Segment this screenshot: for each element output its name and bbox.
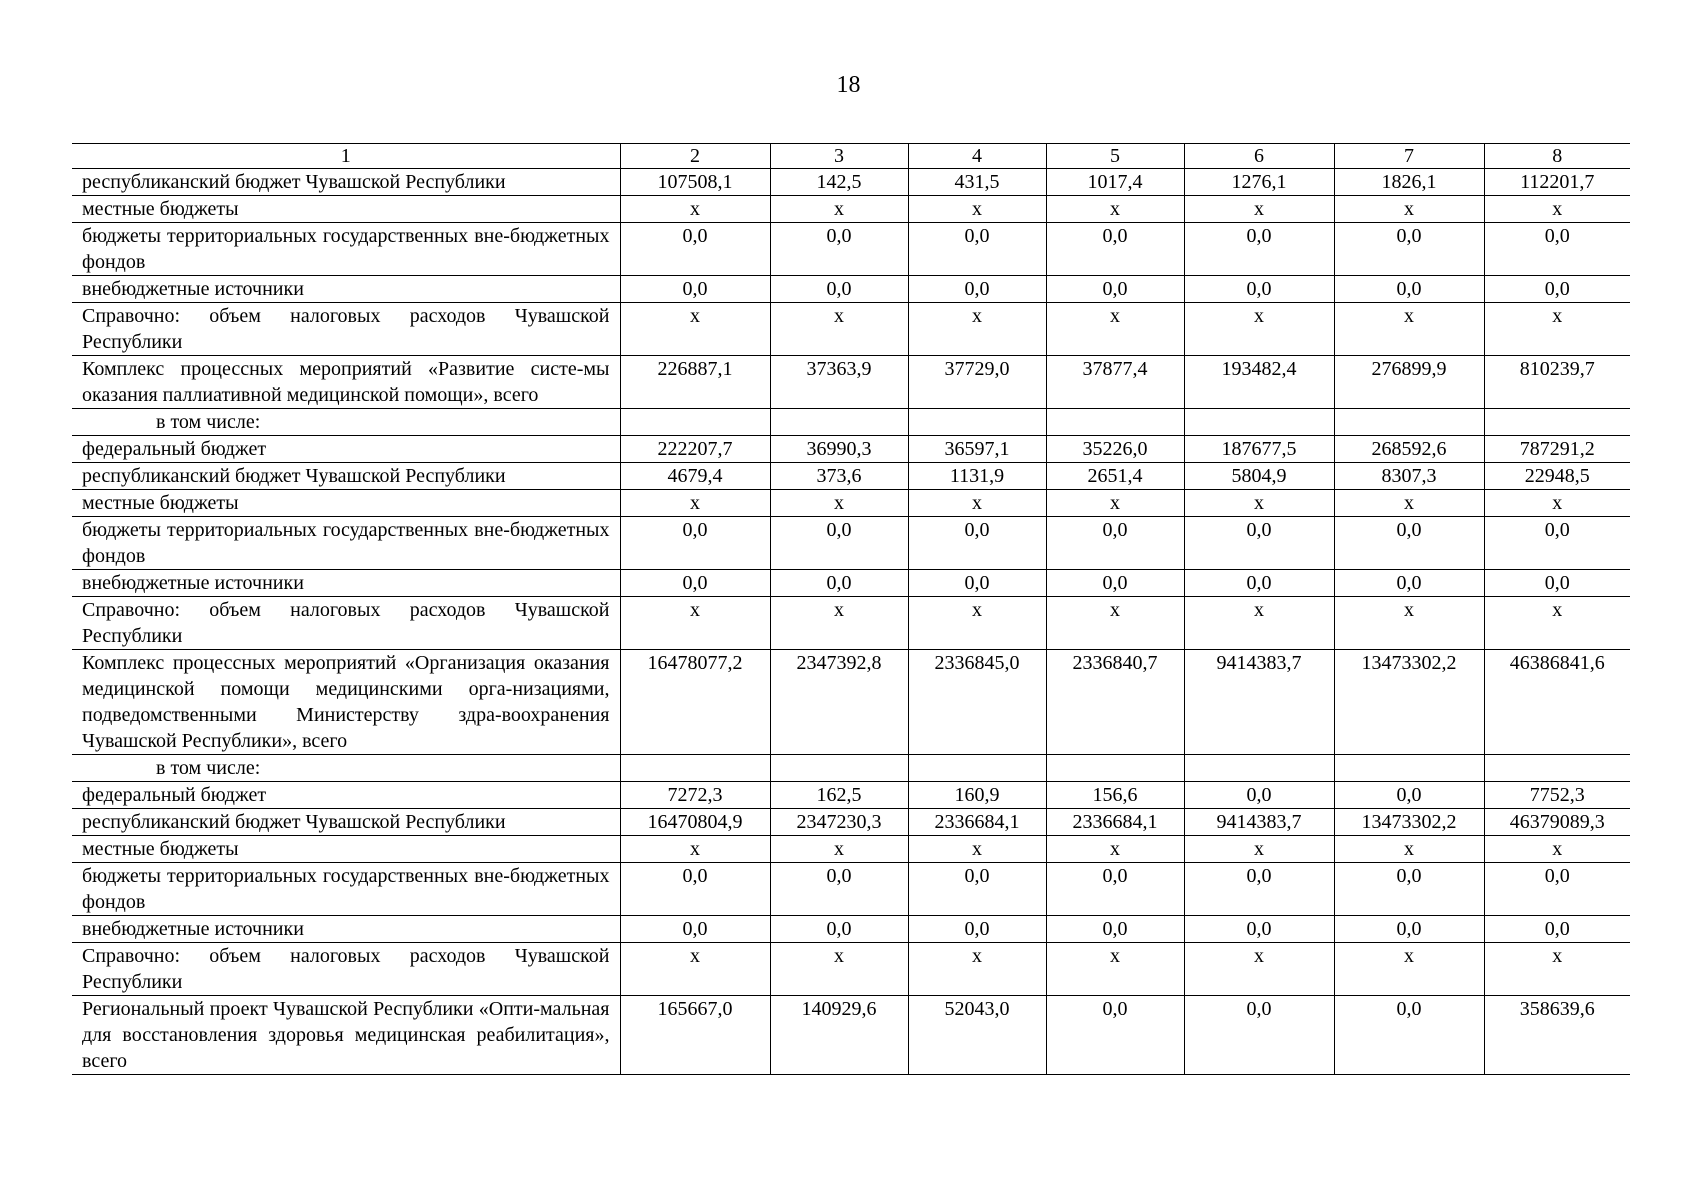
value-cell: 0,0 <box>1184 223 1334 276</box>
value-cell: x <box>620 196 770 223</box>
value-cell: 0,0 <box>1334 863 1484 916</box>
value-cell: 0,0 <box>1046 916 1184 943</box>
value-cell: x <box>908 943 1046 996</box>
row-label: местные бюджеты <box>72 490 620 517</box>
value-cell: 2347392,8 <box>770 650 908 755</box>
row-label: Региональный проект Чувашской Республики «Опти-мальная для восстановления здоровья медицинская реабилитация», всего <box>72 996 620 1075</box>
row-label: внебюджетные источники <box>72 916 620 943</box>
row-label: федеральный бюджет <box>72 782 620 809</box>
value-cell: x <box>620 836 770 863</box>
value-cell <box>1184 755 1334 782</box>
value-cell: 37729,0 <box>908 356 1046 409</box>
table-row <box>72 463 1630 490</box>
value-cell: 0,0 <box>1484 276 1630 303</box>
value-cell <box>620 409 770 436</box>
table-row <box>72 436 1630 463</box>
value-cell: x <box>1334 196 1484 223</box>
column-header: 4 <box>908 144 1046 169</box>
value-cell: 0,0 <box>620 570 770 597</box>
value-cell: 46379089,3 <box>1484 809 1630 836</box>
table-row <box>72 836 1630 863</box>
value-cell: x <box>1334 490 1484 517</box>
table-row <box>72 517 1630 570</box>
value-cell: 8307,3 <box>1334 463 1484 490</box>
row-label: Справочно: объем налоговых расходов Чувашской Республики <box>72 943 620 996</box>
value-cell: 37877,4 <box>1046 356 1184 409</box>
value-cell: 268592,6 <box>1334 436 1484 463</box>
value-cell: 0,0 <box>908 223 1046 276</box>
value-cell <box>908 755 1046 782</box>
value-cell: 112201,7 <box>1484 169 1630 196</box>
value-cell: x <box>1184 196 1334 223</box>
value-cell: 1017,4 <box>1046 169 1184 196</box>
value-cell: 1131,9 <box>908 463 1046 490</box>
value-cell: 9414383,7 <box>1184 809 1334 836</box>
value-cell: 0,0 <box>1046 570 1184 597</box>
value-cell: x <box>1184 597 1334 650</box>
value-cell: 0,0 <box>1484 916 1630 943</box>
value-cell: 0,0 <box>1046 996 1184 1075</box>
value-cell: 1276,1 <box>1184 169 1334 196</box>
row-label: республиканский бюджет Чувашской Республики <box>72 463 620 490</box>
value-cell: x <box>1334 836 1484 863</box>
value-cell: 2336684,1 <box>908 809 1046 836</box>
value-cell: 0,0 <box>620 223 770 276</box>
value-cell: x <box>620 597 770 650</box>
value-cell: 0,0 <box>1184 996 1334 1075</box>
value-cell <box>908 409 1046 436</box>
row-label: республиканский бюджет Чувашской Республики <box>72 169 620 196</box>
value-cell: 0,0 <box>1334 570 1484 597</box>
value-cell: 0,0 <box>1046 276 1184 303</box>
value-cell: 140929,6 <box>770 996 908 1075</box>
value-cell: 107508,1 <box>620 169 770 196</box>
table-row <box>72 409 1630 436</box>
value-cell <box>1484 755 1630 782</box>
value-cell: 46386841,6 <box>1484 650 1630 755</box>
value-cell: x <box>1184 303 1334 356</box>
row-label: местные бюджеты <box>72 196 620 223</box>
value-cell: 2347230,3 <box>770 809 908 836</box>
value-cell: 0,0 <box>620 863 770 916</box>
value-cell: x <box>908 597 1046 650</box>
budget-table <box>72 143 1630 1075</box>
value-cell: x <box>770 943 908 996</box>
value-cell: 0,0 <box>908 916 1046 943</box>
value-cell: 787291,2 <box>1484 436 1630 463</box>
table-row <box>72 169 1630 196</box>
value-cell: 0,0 <box>1484 570 1630 597</box>
table-row <box>72 996 1630 1075</box>
value-cell <box>1046 755 1184 782</box>
column-header: 5 <box>1046 144 1184 169</box>
value-cell: 358639,6 <box>1484 996 1630 1075</box>
value-cell: x <box>1484 196 1630 223</box>
value-cell: x <box>1184 943 1334 996</box>
value-cell: 431,5 <box>908 169 1046 196</box>
value-cell <box>1334 755 1484 782</box>
value-cell: 160,9 <box>908 782 1046 809</box>
value-cell: 187677,5 <box>1184 436 1334 463</box>
value-cell: 0,0 <box>1334 782 1484 809</box>
value-cell: 16478077,2 <box>620 650 770 755</box>
value-cell: 276899,9 <box>1334 356 1484 409</box>
row-label: Комплекс процессных мероприятий «Организация оказания медицинской помощи медицинскими орга-низациями, подведомственными Министерству здра-воохранения Чувашской Республики», всего <box>72 650 620 755</box>
value-cell: 36990,3 <box>770 436 908 463</box>
value-cell: 0,0 <box>770 916 908 943</box>
row-label: местные бюджеты <box>72 836 620 863</box>
value-cell: x <box>1184 490 1334 517</box>
value-cell: 35226,0 <box>1046 436 1184 463</box>
value-cell <box>1484 409 1630 436</box>
value-cell: 162,5 <box>770 782 908 809</box>
value-cell: 0,0 <box>1184 517 1334 570</box>
value-cell <box>1334 409 1484 436</box>
value-cell: 193482,4 <box>1184 356 1334 409</box>
value-cell: 0,0 <box>908 570 1046 597</box>
table-header-row <box>72 144 1630 169</box>
page-number: 18 <box>836 72 861 98</box>
value-cell: 22948,5 <box>1484 463 1630 490</box>
value-cell: 2336840,7 <box>1046 650 1184 755</box>
value-cell <box>620 755 770 782</box>
value-cell: x <box>908 490 1046 517</box>
row-label: бюджеты территориальных государственных вне-бюджетных фондов <box>72 223 620 276</box>
value-cell: 13473302,2 <box>1334 809 1484 836</box>
value-cell: x <box>620 943 770 996</box>
value-cell: 2336684,1 <box>1046 809 1184 836</box>
value-cell: x <box>1334 943 1484 996</box>
value-cell: 810239,7 <box>1484 356 1630 409</box>
table-row <box>72 223 1630 276</box>
row-label: в том числе: <box>72 409 620 436</box>
value-cell: 0,0 <box>770 276 908 303</box>
value-cell <box>1184 409 1334 436</box>
value-cell: x <box>1484 303 1630 356</box>
table-row <box>72 650 1630 755</box>
value-cell: 0,0 <box>1046 517 1184 570</box>
value-cell: 0,0 <box>908 517 1046 570</box>
value-cell: x <box>770 597 908 650</box>
value-cell: 0,0 <box>770 223 908 276</box>
value-cell: 0,0 <box>1184 570 1334 597</box>
value-cell: 0,0 <box>620 276 770 303</box>
row-label: федеральный бюджет <box>72 436 620 463</box>
value-cell: 52043,0 <box>908 996 1046 1075</box>
value-cell: x <box>1046 597 1184 650</box>
value-cell: 36597,1 <box>908 436 1046 463</box>
value-cell: x <box>620 490 770 517</box>
value-cell: 0,0 <box>1184 782 1334 809</box>
table-row <box>72 916 1630 943</box>
value-cell: 222207,7 <box>620 436 770 463</box>
value-cell: x <box>620 303 770 356</box>
table-body <box>72 169 1630 1075</box>
table-row <box>72 356 1630 409</box>
row-label: Комплекс процессных мероприятий «Развитие систе-мы оказания паллиативной медицинской помощи», всего <box>72 356 620 409</box>
value-cell: x <box>770 196 908 223</box>
table-row <box>72 276 1630 303</box>
value-cell: 0,0 <box>1184 276 1334 303</box>
value-cell: 0,0 <box>1484 223 1630 276</box>
value-cell: 1826,1 <box>1334 169 1484 196</box>
value-cell: x <box>908 303 1046 356</box>
table-row <box>72 943 1630 996</box>
value-cell: x <box>1046 303 1184 356</box>
value-cell: 7752,3 <box>1484 782 1630 809</box>
value-cell: x <box>1484 597 1630 650</box>
row-label: внебюджетные источники <box>72 276 620 303</box>
value-cell: x <box>908 196 1046 223</box>
table-row <box>72 570 1630 597</box>
column-header: 7 <box>1334 144 1484 169</box>
value-cell: 0,0 <box>908 276 1046 303</box>
value-cell: x <box>770 490 908 517</box>
row-label: Справочно: объем налоговых расходов Чувашской Республики <box>72 597 620 650</box>
value-cell: 0,0 <box>620 517 770 570</box>
value-cell: 0,0 <box>1484 863 1630 916</box>
value-cell: x <box>1484 490 1630 517</box>
value-cell: x <box>1046 836 1184 863</box>
value-cell: 13473302,2 <box>1334 650 1484 755</box>
value-cell <box>770 409 908 436</box>
row-label: бюджеты территориальных государственных вне-бюджетных фондов <box>72 863 620 916</box>
value-cell: x <box>1046 490 1184 517</box>
value-cell: x <box>908 836 1046 863</box>
value-cell: 16470804,9 <box>620 809 770 836</box>
value-cell: 373,6 <box>770 463 908 490</box>
column-header: 8 <box>1484 144 1630 169</box>
table-row <box>72 597 1630 650</box>
value-cell: x <box>770 303 908 356</box>
table-row <box>72 782 1630 809</box>
value-cell: 2336845,0 <box>908 650 1046 755</box>
row-label: бюджеты территориальных государственных вне-бюджетных фондов <box>72 517 620 570</box>
value-cell: 0,0 <box>908 863 1046 916</box>
table-row <box>72 490 1630 517</box>
value-cell: x <box>1334 303 1484 356</box>
value-cell <box>770 755 908 782</box>
value-cell: 4679,4 <box>620 463 770 490</box>
table-row <box>72 196 1630 223</box>
row-label: в том числе: <box>72 755 620 782</box>
value-cell <box>1046 409 1184 436</box>
row-label: республиканский бюджет Чувашской Республики <box>72 809 620 836</box>
value-cell: 2651,4 <box>1046 463 1184 490</box>
value-cell: 0,0 <box>620 916 770 943</box>
table-row <box>72 755 1630 782</box>
value-cell: x <box>1484 836 1630 863</box>
value-cell: x <box>1484 943 1630 996</box>
value-cell: 0,0 <box>1334 996 1484 1075</box>
value-cell: 0,0 <box>1334 916 1484 943</box>
value-cell: 0,0 <box>1334 223 1484 276</box>
column-header: 3 <box>770 144 908 169</box>
value-cell: 0,0 <box>1334 276 1484 303</box>
value-cell: 37363,9 <box>770 356 908 409</box>
value-cell: 7272,3 <box>620 782 770 809</box>
row-label: внебюджетные источники <box>72 570 620 597</box>
value-cell: 0,0 <box>770 517 908 570</box>
value-cell: 165667,0 <box>620 996 770 1075</box>
value-cell: 0,0 <box>1334 517 1484 570</box>
value-cell: 0,0 <box>1046 863 1184 916</box>
value-cell: 0,0 <box>770 863 908 916</box>
column-header: 6 <box>1184 144 1334 169</box>
value-cell: x <box>1184 836 1334 863</box>
table-row <box>72 809 1630 836</box>
column-header: 2 <box>620 144 770 169</box>
value-cell: 0,0 <box>1046 223 1184 276</box>
value-cell: x <box>770 836 908 863</box>
column-header: 1 <box>72 144 620 169</box>
value-cell: 0,0 <box>1184 863 1334 916</box>
value-cell: 5804,9 <box>1184 463 1334 490</box>
row-label: Справочно: объем налоговых расходов Чувашской Республики <box>72 303 620 356</box>
value-cell: 142,5 <box>770 169 908 196</box>
table-row <box>72 863 1630 916</box>
table-row <box>72 303 1630 356</box>
value-cell: 0,0 <box>770 570 908 597</box>
value-cell: x <box>1046 196 1184 223</box>
value-cell: 156,6 <box>1046 782 1184 809</box>
value-cell: 0,0 <box>1484 517 1630 570</box>
value-cell: 9414383,7 <box>1184 650 1334 755</box>
value-cell: 0,0 <box>1184 916 1334 943</box>
value-cell: x <box>1046 943 1184 996</box>
value-cell: x <box>1334 597 1484 650</box>
value-cell: 226887,1 <box>620 356 770 409</box>
